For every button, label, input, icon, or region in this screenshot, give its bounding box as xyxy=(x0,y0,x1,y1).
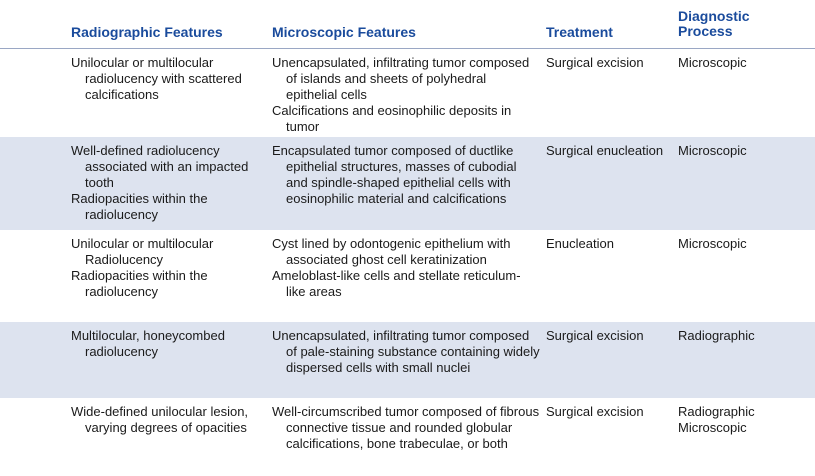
treatment-text: Surgical enucleation xyxy=(546,143,664,158)
microscopic-cell xyxy=(272,49,540,135)
microscopic-cell xyxy=(272,322,540,376)
header-treatment: Treatment xyxy=(546,24,613,40)
treatment-cell xyxy=(546,49,671,71)
radiographic-text: Wide-defined unilocular lesion, varying degrees of opacities xyxy=(71,404,249,435)
microscopic-text: Calcifications and eosinophilic deposits in tumor xyxy=(272,103,512,134)
header-diagnostic-line1: Diagnostic xyxy=(678,8,750,24)
radiographic-cell xyxy=(71,322,261,360)
microscopic-text: Unencapsulated, infiltrating tumor composed of pale-staining substance containing widely dispersed cells with small nuclei xyxy=(272,328,540,375)
header-diagnostic xyxy=(678,9,808,39)
diagnostic-cell xyxy=(678,49,808,71)
diagnostic-text: Microscopic xyxy=(678,143,747,158)
diagnostic-text: Microscopic xyxy=(678,236,747,251)
header-radiographic: Radiographic Features xyxy=(71,24,223,40)
microscopic-text: Cyst lined by odontogenic epithelium with associated ghost cell keratinization xyxy=(272,236,511,267)
table-row xyxy=(0,49,815,137)
diagnostic-text: Microscopic xyxy=(678,420,747,435)
microscopic-text: Ameloblast-like cells and stellate reticulum-like areas xyxy=(272,268,521,299)
header-microscopic: Microscopic Features xyxy=(272,24,416,40)
diagnostic-text: Radiographic xyxy=(678,328,755,343)
table-row xyxy=(0,137,815,230)
header-diagnostic-line2: Process xyxy=(678,23,733,39)
treatment-text: Enucleation xyxy=(546,236,614,251)
radiographic-text: Multilocular, honeycombed radiolucency xyxy=(71,328,225,359)
treatment-cell xyxy=(546,137,671,159)
microscopic-text: Unencapsulated, infiltrating tumor composed of islands and sheets of polyhedral epithelial cells xyxy=(272,55,530,102)
treatment-text: Surgical excision xyxy=(546,55,644,70)
treatment-cell xyxy=(546,322,671,344)
radiographic-text: Unilocular or multilocular radiolucency with scattered calcifications xyxy=(71,55,242,102)
treatment-cell xyxy=(546,398,671,420)
treatment-text: Surgical excision xyxy=(546,404,644,419)
radiographic-text: Unilocular or multilocular Radiolucency xyxy=(71,236,214,267)
diagnostic-text: Radiographic xyxy=(678,404,755,419)
treatment-cell xyxy=(546,230,671,252)
radiographic-text: Radiopacities within the radiolucency xyxy=(71,268,208,299)
radiographic-cell xyxy=(71,230,261,300)
table-row xyxy=(0,398,815,476)
table-header xyxy=(0,0,815,49)
microscopic-text: Encapsulated tumor composed of ductlike epithelial structures, masses of cubodial and spindle-shaped epithelial cells with eosinophilic material and calcifications xyxy=(272,143,517,206)
microscopic-text: Well-circumscribed tumor composed of fibrous connective tissue and rounded globular calcifications, bone trabeculae, or both xyxy=(272,404,540,451)
radiographic-cell xyxy=(71,49,261,103)
microscopic-cell xyxy=(272,137,540,207)
diagnostic-cell xyxy=(678,322,808,344)
microscopic-cell xyxy=(272,230,540,300)
microscopic-cell xyxy=(272,398,540,452)
table-row xyxy=(0,230,815,322)
radiographic-text: Well-defined radiolucency associated with an impacted tooth xyxy=(71,143,249,190)
diagnostic-text: Microscopic xyxy=(678,55,747,70)
radiographic-cell xyxy=(71,137,261,223)
diagnostic-cell xyxy=(678,398,808,436)
diagnostic-cell xyxy=(678,230,808,252)
diagnostic-cell xyxy=(678,137,808,159)
radiographic-text: Radiopacities within the radiolucency xyxy=(71,191,208,222)
table-row xyxy=(0,322,815,398)
radiographic-cell xyxy=(71,398,261,436)
treatment-text: Surgical excision xyxy=(546,328,644,343)
